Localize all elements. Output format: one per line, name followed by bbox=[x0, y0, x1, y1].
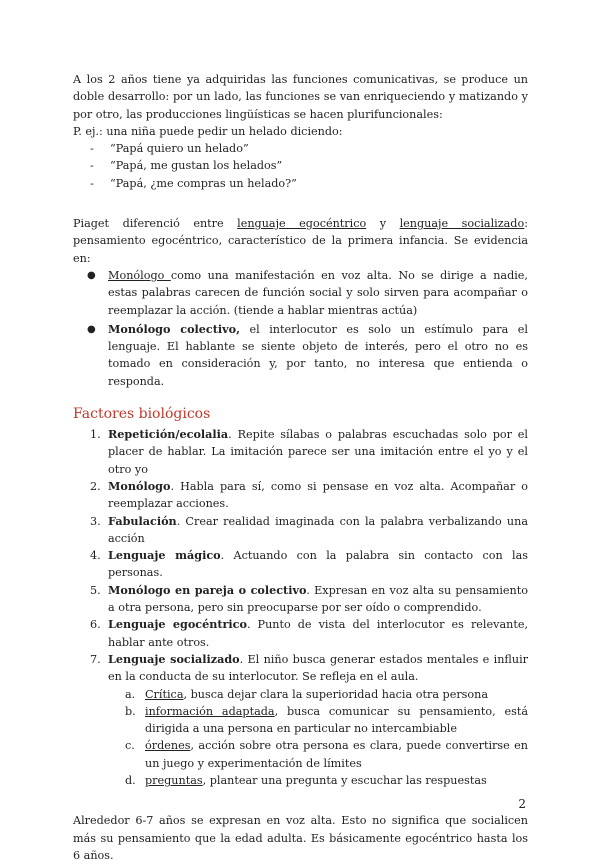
item-text: . El niño busca generar estados mentales e influir en la conducta de su interlocutor. Se refleja en el aula. bbox=[108, 652, 529, 684]
sublist-item bbox=[73, 737, 528, 772]
list-item bbox=[73, 547, 528, 582]
page-number: 2 bbox=[518, 797, 526, 811]
bullet-term: Monólogo colectivo, bbox=[108, 321, 241, 336]
socialized-sublist bbox=[73, 686, 528, 790]
term-socialized-language: lenguaje socializado bbox=[399, 217, 525, 231]
example-item: - “Papá, me gustan los helados” bbox=[73, 157, 528, 174]
example-item: - “Papá, ¿me compras un helado?” bbox=[73, 175, 528, 192]
item-term: Lenguaje socializado bbox=[108, 651, 240, 666]
sublist-item bbox=[73, 703, 528, 738]
item-term: Lenguaje egocéntrico bbox=[108, 617, 247, 632]
bullet-monologue bbox=[73, 267, 528, 319]
list-item bbox=[73, 513, 528, 548]
bullet-collective-monologue bbox=[73, 321, 528, 390]
intro-paragraph: A los 2 años tiene ya adquiridas las funciones comunicativas, se produce un doble desarrollo: por un lado, las funciones se van enriqueciendo y matizando y por otro, las producciones lingüísticas se hacen plurifuncionales: bbox=[73, 73, 528, 121]
bullet-text: el interlocutor es solo un estímulo para el lenguaje. El hablante se siente objeto de interés, pero el otro no es tomado en consideración y, por tanto, no interesa que entienda o responda. bbox=[108, 322, 529, 388]
list-item bbox=[73, 478, 528, 513]
example-lead: P. ej.: una niña puede pedir un helado diciendo: bbox=[73, 124, 343, 138]
example-item: - “Papá quiero un helado” bbox=[73, 140, 528, 157]
sub-term: Crítica bbox=[145, 687, 184, 701]
item-term: Fabulación bbox=[108, 513, 177, 528]
piaget-bullet-list bbox=[73, 267, 528, 390]
sub-text: , acción sobre otra persona es clara, puede convertirse en un juego y experimentación de límites bbox=[145, 739, 528, 770]
sub-term: información adaptada bbox=[145, 704, 275, 718]
bullet-text: como una manifestación en voz alta. No se dirige a nadie, estas palabras carecen de función social y solo sirven para acompañar o reemplazar la acción. (tiende a hablar mientras actúa) bbox=[108, 268, 528, 317]
sub-text: , busca comunicar su pensamiento, está dirigida a una persona en particular no intercambiable bbox=[145, 704, 528, 736]
sub-text: , plantear una pregunta y escuchar las respuestas bbox=[202, 773, 487, 787]
bullet-term: Monólogo bbox=[108, 268, 171, 282]
list-item bbox=[73, 426, 528, 478]
example-list bbox=[73, 140, 528, 192]
sublist-item bbox=[73, 772, 528, 789]
piaget-text: : pensamiento egocéntrico, característico de la primera infancia. Se evidencia en: bbox=[73, 217, 528, 265]
sub-term: preguntas bbox=[145, 773, 203, 787]
sub-term: órdenes bbox=[145, 739, 191, 753]
piaget-paragraph bbox=[73, 215, 528, 267]
piaget-text: y bbox=[366, 217, 400, 231]
item-text: . Crear realidad imaginada con la palabra verbalizando una acción bbox=[108, 514, 528, 545]
list-item bbox=[73, 651, 528, 686]
sublist-item bbox=[73, 686, 528, 703]
item-text: . Habla para sí, como si pensase en voz alta. Acompañar o reemplazar acciones. bbox=[108, 479, 528, 511]
list-item bbox=[73, 582, 528, 617]
item-text: . Punto de vista del interlocutor es relevante, hablar ante otros. bbox=[108, 618, 528, 649]
section-heading: Factores biológicos bbox=[73, 406, 211, 423]
item-term: Monólogo bbox=[108, 478, 171, 493]
item-text: . Repite sílabas o palabras escuchadas solo por el placer de hablar. La imitación parece ser una imitación entre el yo y el otro yo bbox=[108, 428, 528, 476]
item-text: . Actuando con la palabra sin contacto con las personas. bbox=[108, 549, 528, 580]
document-page bbox=[73, 71, 528, 864]
item-term: Repetición/ecolalia bbox=[108, 427, 229, 442]
piaget-text: Piaget diferenció entre bbox=[73, 217, 238, 231]
item-term: Monólogo en pareja o colectivo bbox=[108, 582, 307, 597]
item-term: Lenguaje mágico bbox=[108, 548, 221, 563]
factors-list bbox=[73, 426, 528, 685]
list-item bbox=[73, 616, 528, 651]
term-egocentric-language: lenguaje egocéntrico bbox=[237, 217, 367, 231]
item-text: . Expresan en voz alta su pensamiento a otra persona, pero sin preocuparse por ser oído o comprendido. bbox=[108, 583, 528, 615]
sub-text: , busca dejar clara la superioridad hacia otra persona bbox=[183, 687, 489, 701]
closing-paragraph: Alrededor 6-7 años se expresan en voz alta. Esto no significa que socialicen más su pensamiento que la edad adulta. Es básicamente egocéntrico hasta los 6 años. bbox=[73, 814, 528, 862]
